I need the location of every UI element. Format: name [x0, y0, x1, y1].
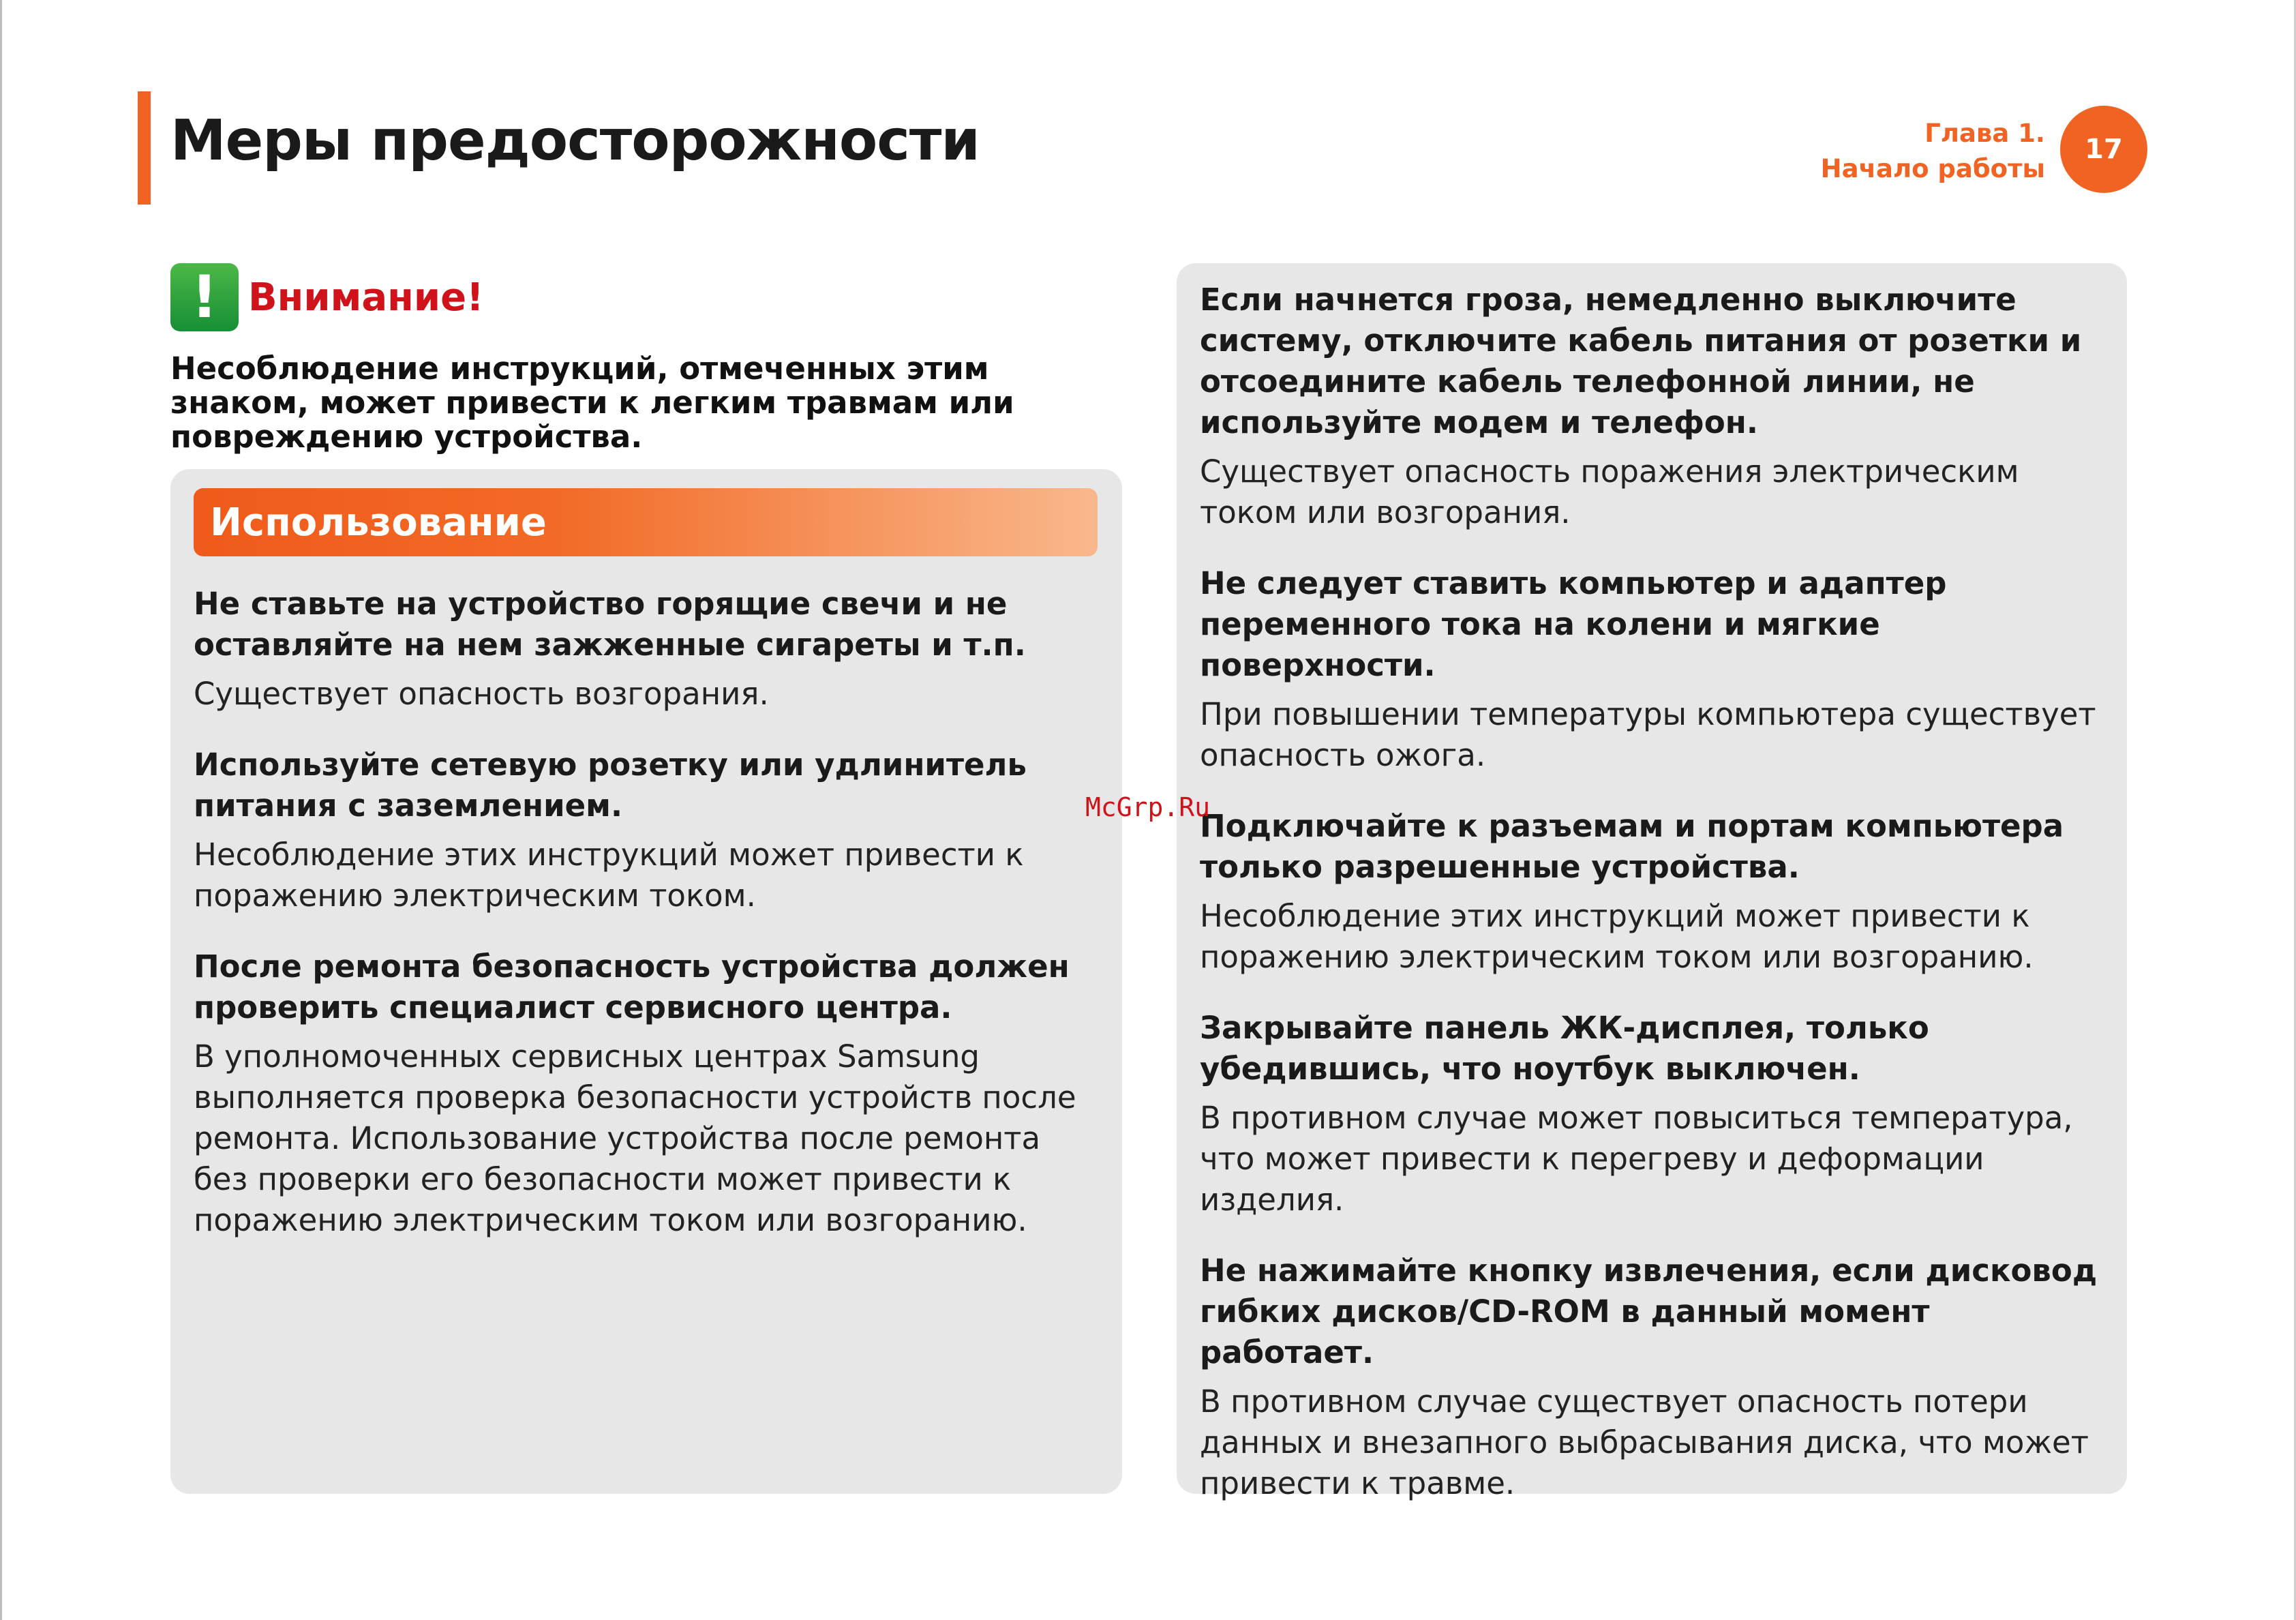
item-heading: Не нажимайте кнопку извлечения, если дисковод гибких дисков/CD-ROM в данный момент работает. — [1200, 1252, 2098, 1370]
page-title: Меры предосторожности — [170, 108, 980, 173]
exclamation-icon: ! — [170, 263, 239, 331]
warning-text: Несоблюдение инструкций, отмеченных этим знаком, может привести к легким травмам или повреждению устройства. — [170, 350, 1014, 455]
watermark: McGrp.Ru — [1085, 792, 1211, 822]
warning-title: Внимание! — [248, 275, 484, 320]
item-body: В противном случае существует опасность потери данных и внезапного выбрасывания диска, что может привести к травме. — [1200, 1383, 2089, 1501]
item-heading: Не следует ставить компьютер и адаптер переменного тока на колени и мягкие поверхности. — [1200, 565, 1947, 683]
list-item — [1200, 280, 2106, 533]
chapter-number: Глава 1. — [1924, 119, 2045, 148]
list-item — [194, 584, 1100, 715]
list-item — [1200, 1008, 2106, 1220]
item-body: Существует опасность возгорания. — [194, 676, 769, 712]
item-heading: Подключайте к разъемам и портам компьютера только разрешенные устройства. — [1200, 808, 2064, 885]
chapter-title: Начало работы — [1820, 154, 2045, 183]
item-heading: Не ставьте на устройство горящие свечи и не оставляйте на нем зажженные сигареты и т.п. — [194, 586, 1026, 663]
item-body: При повышении температуры компьютера существует опасность ожога. — [1200, 696, 2096, 773]
item-body: Несоблюдение этих инструкций может привести к поражению электрическим током или возгоранию. — [1200, 898, 2034, 975]
item-heading: После ремонта безопасность устройства должен проверить специалист сервисного центра. — [194, 948, 1070, 1025]
list-item — [1200, 806, 2106, 978]
item-heading: Используйте сетевую розетку или удлинитель питания с заземлением. — [194, 747, 1027, 824]
list-item — [1200, 1250, 2106, 1504]
item-heading: Если начнется гроза, немедленно выключите систему, отключите кабель питания от розетки и отсоедините кабель телефонной линии, не используйте модем и телефон. — [1200, 282, 2082, 440]
list-item — [194, 745, 1100, 916]
page-number-badge: 17 — [2060, 106, 2147, 193]
item-body: В уполномоченных сервисных центрах Samsung выполняется проверка безопасности устройств после ремонта. Использование устройства после ремонта без проверки его безопасности может привести к поражению электрическим током или возгоранию. — [194, 1038, 1076, 1238]
chapter-info — [1821, 116, 2045, 187]
list-item — [194, 946, 1100, 1241]
item-body: Существует опасность поражения электрическим током или возгорания. — [1200, 453, 2019, 530]
item-heading: Закрывайте панель ЖК-дисплея, только убедившись, что ноутбук выключен. — [1200, 1010, 1929, 1087]
usage-panel — [170, 469, 1122, 1494]
safety-item-list — [1200, 280, 2106, 1534]
section-header-usage: Использование — [194, 488, 1098, 556]
list-item — [1200, 563, 2106, 776]
item-body: Несоблюдение этих инструкций может привести к поражению электрическим током. — [194, 837, 1024, 914]
usage-item-list — [194, 584, 1100, 1271]
safety-panel-right — [1177, 263, 2127, 1501]
title-accent-bar — [138, 91, 151, 205]
warning-header — [170, 263, 484, 331]
page-edge-left — [0, 0, 2, 1620]
item-body: В противном случае может повыситься температура, что может привести к перегреву и деформации изделия. — [1200, 1100, 2073, 1218]
